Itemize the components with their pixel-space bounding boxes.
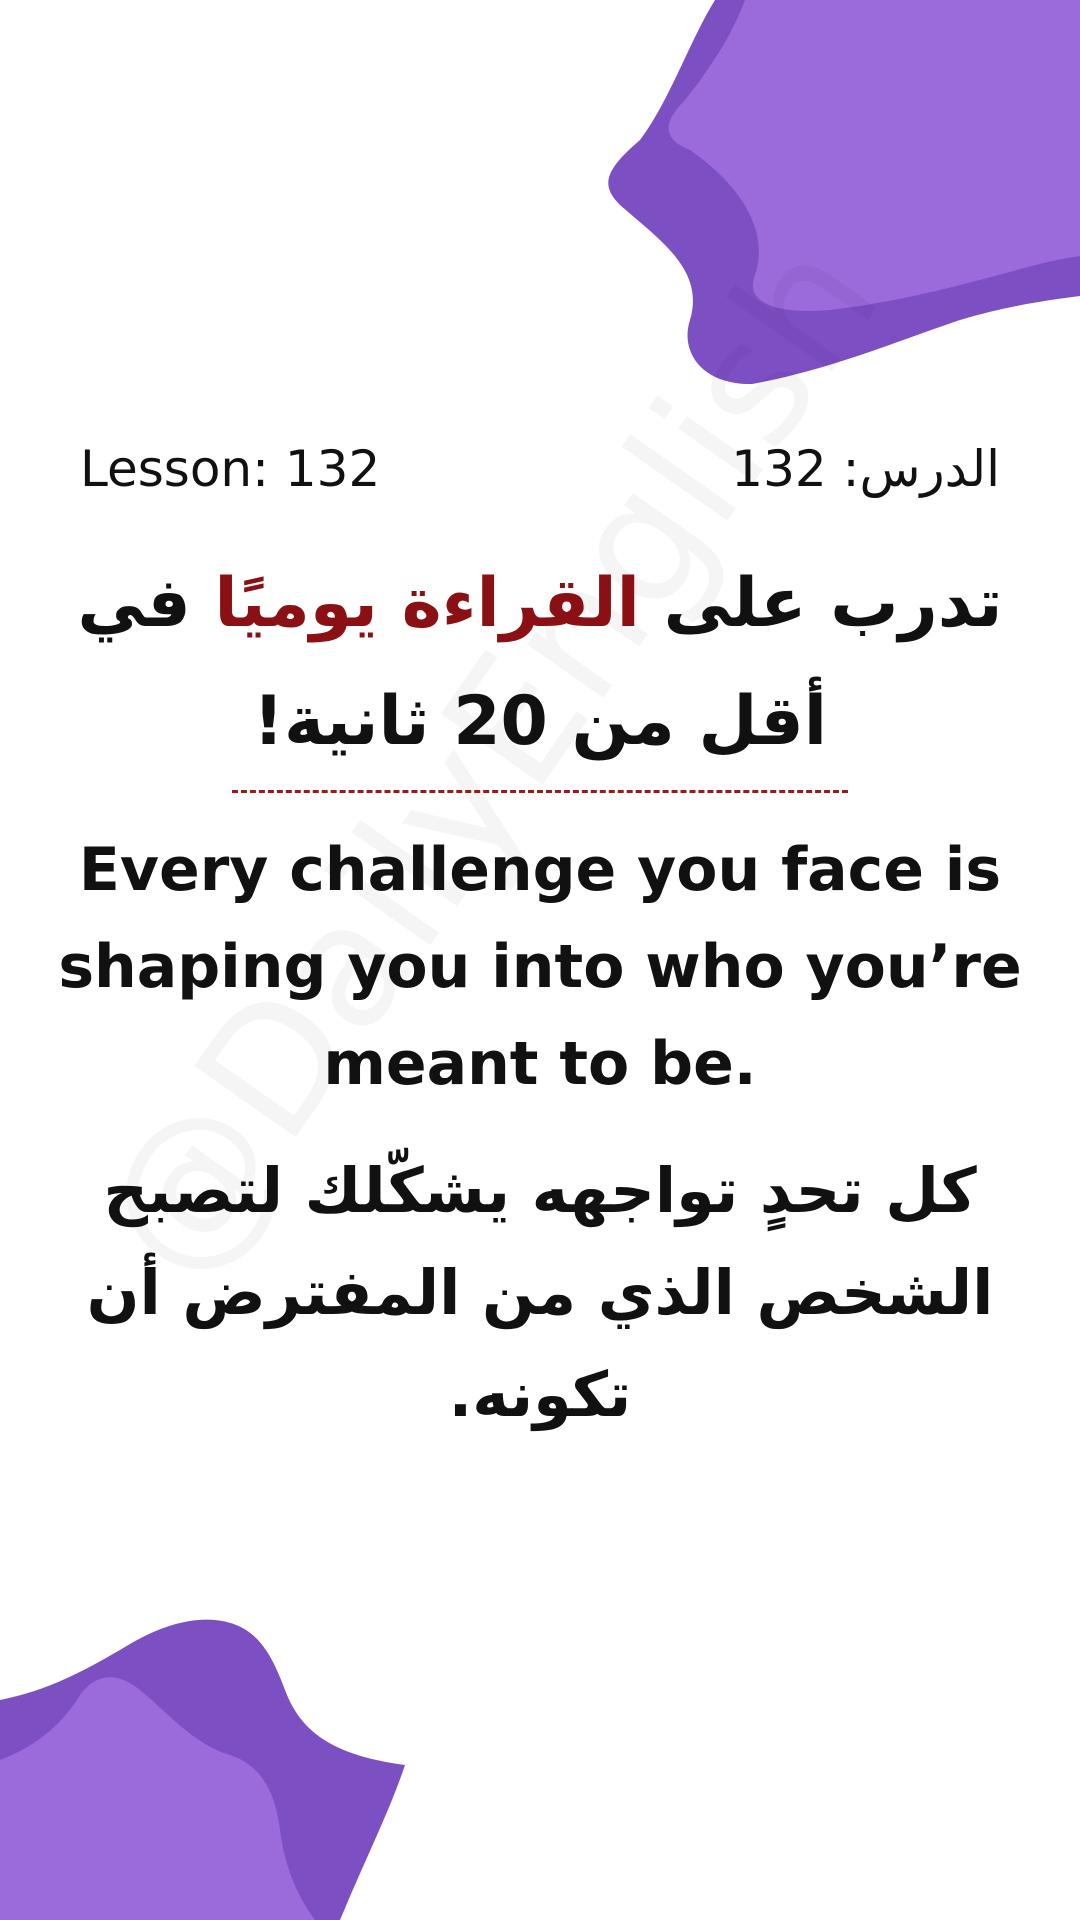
lesson-label-english: Lesson: 132	[80, 440, 381, 498]
lesson-label-arabic: الدرس: 132	[731, 440, 1000, 498]
headline-part-1: تدرب على	[639, 564, 1003, 643]
arabic-quote: كل تحدٍ تواجهه يشكّلك لتصبح الشخص الذي من المفترض أن تكونه.	[86, 1154, 994, 1431]
headline-part-2: في أقل من 20 ثانية!	[77, 564, 828, 761]
lesson-header	[80, 440, 1000, 510]
dashed-divider	[232, 790, 848, 793]
headline-highlight: القراءة يوميًا	[214, 564, 640, 643]
english-quote: Every challenge you face is shaping you into who you’re meant to be.	[58, 835, 1022, 1099]
headline	[40, 545, 1040, 781]
